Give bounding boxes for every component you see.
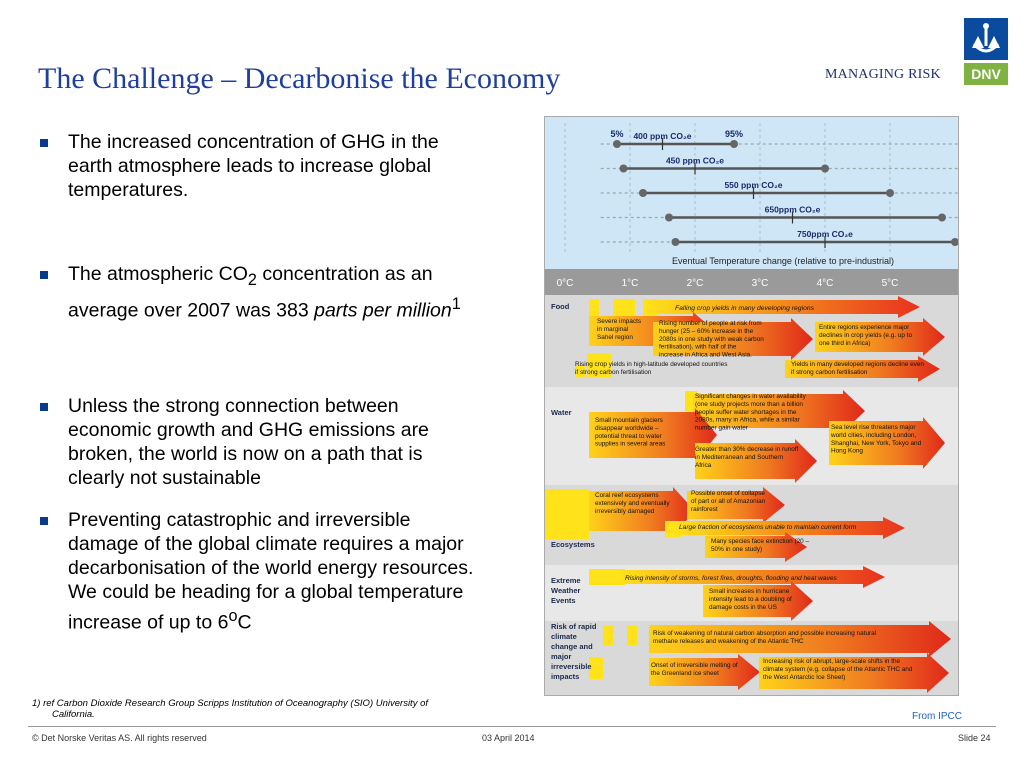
- range-dot-high: [730, 140, 738, 148]
- impact-note-line: Rising intensity of storms, forest fires, droughts, flooding and heat waves: [625, 575, 837, 582]
- tick-label: 3°C: [751, 278, 769, 289]
- impact-note-line: 2080s in one study with weak carbon: [659, 335, 764, 343]
- impact-note-line: Shanghai, New York, Tokyo and: [831, 439, 922, 447]
- impact-note-line: Coral reef ecosystems: [595, 492, 659, 499]
- impact-note-line: Hong Kong: [831, 447, 863, 455]
- footer-divider: [28, 726, 996, 727]
- co2-subscript: 2: [247, 270, 257, 289]
- impact-note-line: the West Antarctic Ice Sheet): [763, 673, 846, 681]
- bullet-text-part: concentration as an average over 2007 was 383: [68, 263, 433, 322]
- bullet-square-icon: [40, 139, 48, 147]
- range-dot-high: [951, 238, 959, 246]
- impact-note-line: Possible onset of collapse: [691, 490, 765, 497]
- impact-note-line: hunger (25 – 60% increase in the: [659, 327, 754, 335]
- chart-svg: [545, 117, 959, 696]
- impact-note-line: Severe impacts: [597, 318, 642, 325]
- impact-note-line: number gain water: [695, 424, 748, 432]
- degree-superscript: o: [228, 607, 238, 625]
- section-label-line: Risk of rapid: [551, 622, 597, 631]
- impact-note-line: if strong carbon fertilisation: [575, 368, 652, 376]
- impact-note-line: extensively and eventually: [595, 499, 670, 507]
- bullet-square-icon: [40, 271, 48, 279]
- impact-note-line: damage costs in the US: [709, 603, 777, 611]
- bullet-item: [40, 130, 480, 202]
- bullet-text: [68, 508, 480, 635]
- section-label-line: Events: [551, 596, 576, 605]
- impact-note-line: Small increases in hurricane: [709, 588, 790, 595]
- impact-block: [613, 299, 635, 317]
- impact-note-line: in marginal: [597, 325, 629, 333]
- managing-risk-tagline: MANAGING RISK: [825, 67, 941, 82]
- ipcc-impacts-chart: [544, 116, 959, 696]
- range-dot-low: [639, 189, 647, 197]
- tick-label: 1°C: [621, 278, 639, 289]
- impact-note: [659, 320, 764, 359]
- impact-block: [589, 299, 599, 317]
- impact-note-line: 50% in one study): [711, 545, 763, 553]
- bullet-square-icon: [40, 517, 48, 525]
- tick-label: 2°C: [686, 278, 704, 289]
- bullet-item: [40, 508, 480, 635]
- impact-note-line: if strong carbon fertilisation: [791, 368, 868, 376]
- impact-note-line: climate system (e.g. collapse of the Atlantic THC and: [763, 665, 913, 673]
- footnote-line: 1) ref Carbon Dioxide Research Group Scripps Institution of Oceanography (SIO) University of: [32, 698, 429, 709]
- bullet-item: [40, 394, 480, 490]
- impact-note-line: Large fraction of ecosystems unable to maintain current form: [679, 524, 857, 531]
- impact-note-line: Rising crop yields in high-latitude developed countries: [575, 361, 728, 368]
- range-dot-low: [672, 238, 680, 246]
- section-label-line: major: [551, 652, 572, 661]
- impact-note-line: people suffer water shortages in the: [695, 408, 797, 416]
- range-dot-low: [613, 140, 621, 148]
- impact-note-line: fertilisation), with half of the: [659, 343, 737, 351]
- slide-title: The Challenge – Decarbonise the Economy: [38, 62, 561, 95]
- impact-note-line: Greater than 30% decrease in runoff: [695, 446, 799, 453]
- percentile-low-label: 5%: [610, 129, 624, 139]
- slide-number: Slide 24: [958, 733, 991, 743]
- impact-note-line: Rising number of people at risk from: [659, 320, 762, 327]
- bullet-text-part: C: [237, 611, 252, 634]
- impact-note-line: Increasing risk of abrupt, large-scale shifts in the: [763, 658, 901, 665]
- bullet-text: The increased concentration of GHG in the earth atmosphere leads to increase global temperatures.: [68, 131, 439, 201]
- impact-note: [679, 524, 857, 531]
- range-label: 450 ppm CO₂e: [665, 155, 725, 166]
- section-label: Food: [551, 302, 570, 311]
- impact-note-line: methane releases and weakening of the Atlantic THC: [653, 637, 804, 645]
- impact-note-line: disappear worldwide –: [595, 424, 659, 432]
- impact-note-line: the Greenland ice sheet: [651, 669, 719, 677]
- impact-note: [675, 305, 815, 312]
- range-label: 650ppm CO₂e: [764, 204, 821, 215]
- impact-note-line: irreversibly damaged: [595, 507, 655, 515]
- impact-block: [603, 625, 613, 645]
- impact-note-line: increase in Africa and West Asia.: [659, 351, 752, 359]
- section-label: Water: [551, 408, 572, 417]
- impact-note-line: Many species face extinction (20 –: [711, 538, 810, 545]
- impact-block: [545, 489, 589, 539]
- bullet-italic-text: parts per million: [314, 299, 452, 322]
- impact-note-line: rainforest: [691, 505, 718, 513]
- bullet-item: [40, 262, 480, 322]
- section-label-line: Weather: [551, 586, 581, 595]
- impact-note-line: Onset of irreversible melting of: [651, 662, 738, 669]
- range-dot-high: [821, 165, 829, 173]
- percentile-high-label: 95%: [724, 129, 744, 139]
- range-label: 750ppm CO₂e: [797, 229, 853, 239]
- impact-note-line: Africa: [695, 461, 712, 469]
- bullet-text: [68, 262, 480, 322]
- impact-note-line: (one study projects more than a billion: [695, 400, 803, 408]
- axis-title: Eventual Temperature change (relative to pre-industrial): [672, 256, 894, 266]
- source-link[interactable]: From IPCC: [912, 711, 962, 722]
- impact-note-line: Yields in many developed regions decline even: [791, 361, 924, 368]
- impact-note-line: Entire regions experience major: [819, 324, 910, 331]
- impact-note-line: world cities, including London,: [831, 431, 917, 439]
- footnote-line: California.: [52, 709, 95, 720]
- logo-wordmark: DNV: [964, 63, 1008, 85]
- impact-note-line: Sea level rise threatens major: [831, 424, 916, 431]
- dnv-logo: [964, 18, 1008, 88]
- impact-block: [627, 625, 637, 645]
- impact-note-line: Risk of weakening of natural carbon absorption and possible increasing natural: [653, 630, 877, 637]
- section-label-line: change and: [551, 642, 593, 651]
- tick-label: 4°C: [816, 278, 834, 289]
- bullet-square-icon: [40, 403, 48, 411]
- bullet-text-part: The atmospheric CO: [68, 263, 248, 285]
- range-dot-low: [620, 165, 628, 173]
- impact-note-line: intensity lead to a doubling of: [709, 595, 792, 603]
- impact-note-line: one third in Africa): [819, 339, 871, 347]
- slide-date: 03 April 2014: [482, 733, 535, 743]
- footnote-ref: 1: [451, 294, 461, 313]
- range-label: 400 ppm CO₂e: [633, 131, 692, 141]
- impact-note-line: Sahel region: [597, 333, 633, 341]
- logo-emblem-icon: [964, 18, 1008, 60]
- copyright: © Det Norske Veritas AS. All rights reserved: [32, 733, 207, 743]
- tick-label: 0°C: [556, 278, 574, 289]
- range-dot-low: [665, 214, 673, 222]
- impact-note-line: of part or all of Amazonian: [691, 497, 766, 505]
- footnote: [32, 698, 522, 720]
- section-label-line: climate: [551, 632, 577, 641]
- impact-note: [595, 417, 665, 448]
- bullet-text-part: Preventing catastrophic and irreversible damage of the global climate requires a major decarbonisation of the world energy resources. We could be heading for a global temperature increase of up to 6: [68, 509, 474, 634]
- range-dot-high: [886, 189, 894, 197]
- impact-note-line: Falling crop yields in many developing regions: [675, 305, 815, 312]
- impact-note-line: Significant changes in water availability: [695, 393, 806, 400]
- section-label-line: irreversible: [551, 662, 592, 671]
- impact-note-line: supplies in several areas: [595, 440, 666, 448]
- range-dot-high: [938, 214, 946, 222]
- bullet-text: Unless the strong connection between economic growth and GHG emissions are broken, the world is now on a path that is clearly not sustainable: [68, 395, 429, 489]
- range-label: 550 ppm CO₂e: [724, 180, 783, 190]
- tick-label: 5°C: [881, 278, 899, 289]
- section-label: Ecosystems: [551, 540, 595, 549]
- section-label-line: impacts: [551, 672, 580, 681]
- impact-note: [625, 575, 838, 582]
- impact-note-line: declines in crop yields (e.g. up to: [819, 331, 913, 339]
- impact-note-line: in Mediterranean and Southern: [695, 453, 784, 461]
- impact-note-line: potential threat to water: [595, 432, 662, 440]
- impact-note-line: 2080s, many in Africa, while a similar: [695, 416, 800, 424]
- impact-note-line: Small mountain glaciers: [595, 417, 663, 424]
- section-label-line: Extreme: [551, 576, 581, 585]
